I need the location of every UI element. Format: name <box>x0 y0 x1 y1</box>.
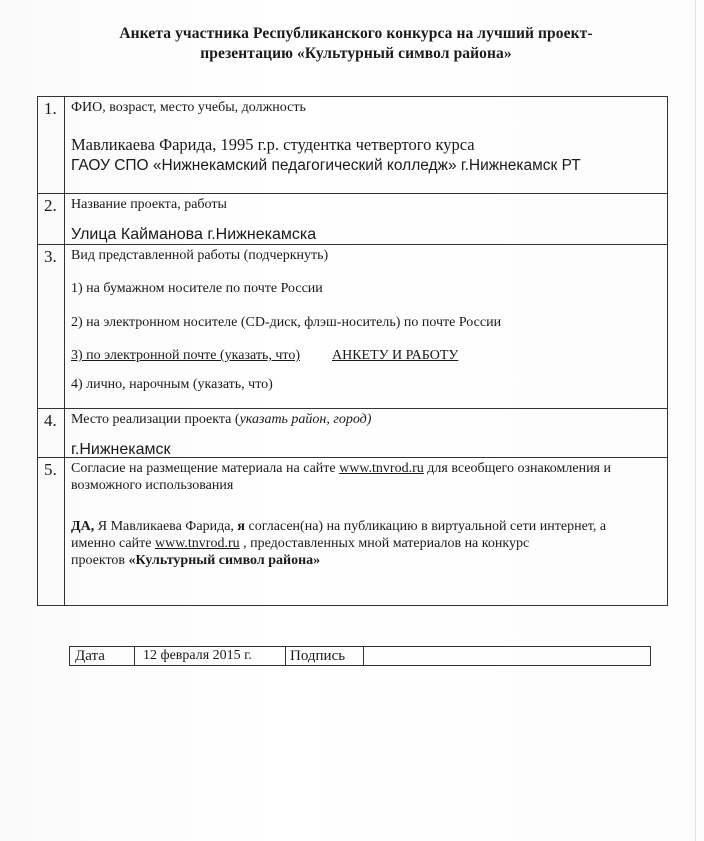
signature-table <box>69 646 651 666</box>
row-number: 4. <box>44 411 57 430</box>
row-number-cell <box>38 97 65 193</box>
row-content <box>71 247 661 407</box>
consent-text-end: , предоставленных мной материалов на конкурс <box>239 536 530 551</box>
consent-line-1 <box>71 518 661 535</box>
field-label-project-title: Название проекта, работы <box>71 197 227 212</box>
row-number-cell <box>38 194 65 244</box>
answer-location: г.Нижнекамск <box>71 441 171 458</box>
site-link[interactable]: www.tnvrod.ru <box>154 536 240 551</box>
consent-label-text-end: для всеобщего ознакомления и <box>423 461 611 476</box>
table-row-5 <box>38 458 667 605</box>
field-label-location <box>71 411 661 428</box>
consent-pronoun: я <box>237 519 245 534</box>
date-label-cell <box>70 647 135 665</box>
location-label-text: Место реализации проекта ( <box>71 412 240 427</box>
signature-label-cell <box>286 647 364 665</box>
consent-text: проектов <box>71 553 129 568</box>
row-number: 1. <box>44 99 57 118</box>
answer-name-line-1: Мавликаева Фарида, 1995 г.р. студентка четвертого курса <box>71 135 475 154</box>
row-number-cell <box>38 409 65 457</box>
option-paper: 1) на бумажном носителе по почте России <box>71 281 323 296</box>
consent-text: Я Мавликаева Фарида, <box>94 519 238 534</box>
row-number-cell <box>38 245 65 408</box>
option-email-label: 3) по электронной почте (указать, что) <box>71 348 300 363</box>
row-content <box>71 460 661 569</box>
consent-statement <box>71 518 661 569</box>
consent-yes: ДА, <box>71 519 95 534</box>
row-content <box>71 196 661 245</box>
site-link[interactable]: www.tnvrod.ru <box>339 461 424 476</box>
row-content <box>71 99 661 176</box>
form-title-line-2: презентацию «Культурный символ района» <box>200 45 512 62</box>
option-email-answer: АНКЕТУ И РАБОТУ <box>331 348 459 363</box>
date-value: 12 февраля 2015 г. <box>143 648 252 663</box>
form-title-line-1: Анкета участника Республиканского конкурса на лучший проект- <box>119 25 593 42</box>
row-content <box>71 411 661 460</box>
date-value-cell[interactable] <box>135 647 286 665</box>
field-label-name: ФИО, возраст, место учебы, должность <box>71 100 306 115</box>
field-label-consent <box>71 460 661 494</box>
table-row-2 <box>38 194 667 245</box>
consent-label-line-2: возможного использования <box>71 478 234 493</box>
row-number: 2. <box>44 196 57 215</box>
signature-label: Подпись <box>290 648 346 664</box>
row-number-cell <box>38 458 65 605</box>
consent-label-text: Согласие на размещение материала на сайте <box>71 461 340 476</box>
answer-name-line-2: ГАОУ СПО «Нижнекамский педагогический колледж» г.Нижнекамск РТ <box>71 157 581 174</box>
consent-text: именно сайте <box>71 536 155 551</box>
option-electronic-media: 2) на электронном носителе (CD-диск, флэш-носитель) по почте России <box>71 315 502 330</box>
contest-name: «Культурный символ района» <box>128 553 321 568</box>
consent-line-2 <box>71 535 661 552</box>
date-label: Дата <box>75 648 105 664</box>
consent-label-line-1 <box>71 460 661 477</box>
field-label-work-type: Вид представленной работы (подчеркнуть) <box>71 248 329 263</box>
table-row-1 <box>38 97 667 194</box>
row-number: 5. <box>44 460 57 479</box>
location-label-hint: указать район, город) <box>239 412 372 427</box>
option-email-selected <box>71 347 458 364</box>
form-title <box>40 24 672 64</box>
signature-value-cell[interactable] <box>364 647 650 665</box>
page-edge-line <box>695 0 696 841</box>
answer-project-title: Улица Кайманова г.Нижнекамска <box>71 226 317 243</box>
consent-text-end: согласен(на) на публикацию в виртуальной сети интернет, а <box>245 519 607 534</box>
questionnaire-table <box>37 96 668 606</box>
table-row-3 <box>38 245 667 409</box>
consent-line-3 <box>71 552 661 569</box>
table-row-4 <box>38 409 667 458</box>
option-in-person: 4) лично, нарочным (указать, что) <box>71 377 273 392</box>
row-number: 3. <box>44 247 57 266</box>
